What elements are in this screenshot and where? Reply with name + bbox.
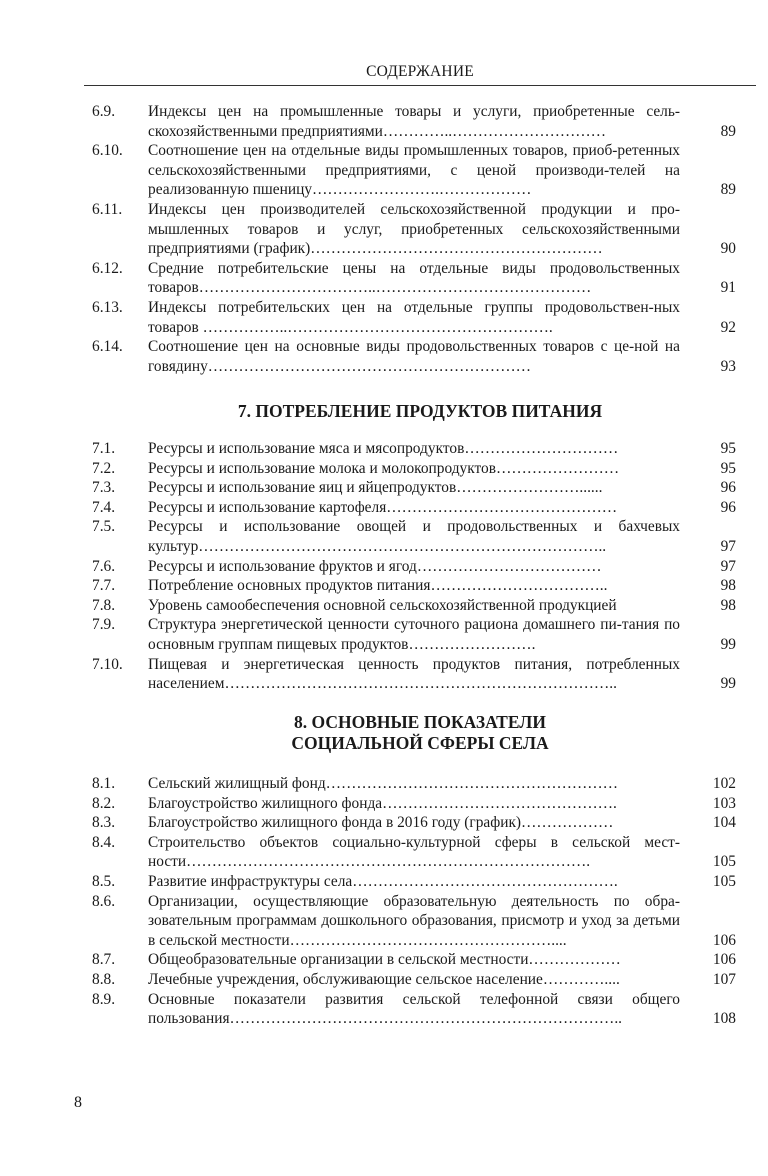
toc-entry[interactable] (0, 872, 768, 892)
entry-page-number: 97 (720, 537, 736, 555)
entry-number: 7.7. (92, 577, 116, 595)
toc-entry[interactable] (0, 200, 768, 259)
toc-entry[interactable] (0, 833, 768, 872)
toc-entry[interactable] (0, 892, 768, 951)
entry-number: 7.3. (92, 479, 116, 497)
entry-page-number: 98 (720, 596, 736, 614)
entry-number: 8.6. (92, 892, 116, 910)
entry-number: 7.2. (92, 459, 116, 477)
toc-entry[interactable] (0, 102, 768, 141)
toc-entry[interactable] (0, 615, 768, 654)
entry-number: 8.9. (92, 990, 116, 1008)
entry-title: Ресурсы и использование яиц и яйцепродуктов……………………...... (148, 479, 603, 497)
entry-title: Соотношение цен на отдельные виды промышленных товаров, приоб-ретенных сельскохозяйственными предприятиями, с ценой производи-телей на реализованную пшеницу…………………….……………… (148, 142, 680, 199)
entry-page-number: 91 (720, 279, 736, 297)
entry-page-number: 95 (720, 459, 736, 477)
entry-number: 6.11. (92, 200, 123, 218)
entry-number: 7.4. (92, 498, 116, 516)
entry-title: Благоустройство жилищного фонда в 2016 году (график)……………… (148, 814, 614, 832)
entry-number: 8.5. (92, 872, 116, 890)
entry-title: Лечебные учреждения, обслуживающие сельское население………….... (148, 970, 620, 988)
entry-number: 7.8. (92, 596, 116, 614)
toc-entry[interactable] (0, 298, 768, 337)
entry-page-number: 102 (712, 775, 736, 792)
toc-section (0, 712, 768, 1029)
entry-page-number: 98 (720, 577, 736, 595)
entry-title: Уровень самообеспечения основной сельскохозяйственной продукцией (148, 596, 617, 614)
entry-title: Ресурсы и использование мяса и мясопродуктов………………………… (148, 440, 619, 457)
entry-page-number: 105 (712, 853, 736, 871)
entry-title: Соотношение цен на основные виды продовольственных товаров с це-ной на говядину……………………………………………………… (148, 338, 680, 375)
entry-number: 7.10. (92, 655, 123, 673)
entry-title: Индексы цен на промышленные товары и услуги, приобретенные сель-скохозяйственными предприятиями…………..………………………… (148, 103, 680, 140)
entry-title: Развитие инфраструктуры села……………………………………………. (148, 872, 618, 890)
entry-title: Сельский жилищный фонд………………………………………………… (148, 775, 619, 792)
toc-entry[interactable] (0, 337, 768, 376)
entry-number: 7.6. (92, 557, 116, 575)
entry-title: Благоустройство жилищного фонда………………………………………. (148, 794, 617, 812)
entry-page-number: 104 (712, 814, 736, 832)
entry-number: 6.9. (92, 103, 116, 120)
entry-number: 8.1. (92, 775, 116, 792)
toc-entry[interactable] (0, 990, 768, 1029)
toc-entry[interactable] (0, 970, 768, 990)
toc-entry[interactable] (0, 459, 768, 479)
toc-entry[interactable] (0, 478, 768, 498)
entry-page-number: 106 (712, 931, 736, 949)
toc-entry[interactable] (0, 141, 768, 200)
entry-page-number: 96 (720, 479, 736, 497)
entry-page-number: 105 (712, 872, 736, 890)
entry-page-number: 103 (712, 794, 736, 812)
entry-page-number: 99 (720, 675, 736, 693)
entry-title: Ресурсы и использование овощей и продовольственных и бахчевых культур…………………………………………………………………….. (148, 518, 680, 555)
entry-title: Потребление основных продуктов питания…………………………….. (148, 577, 608, 595)
entry-number: 7.1. (92, 440, 116, 457)
toc-entry[interactable] (0, 517, 768, 556)
section-heading-line: СОЦИАЛЬНОЙ СФЕРЫ СЕЛА (291, 733, 549, 753)
page-number: 8 (74, 1094, 82, 1111)
entry-page-number: 99 (720, 635, 736, 653)
toc-entry[interactable] (0, 259, 768, 298)
entry-page-number: 95 (720, 440, 736, 457)
entry-page-number: 108 (712, 1010, 736, 1028)
toc-entry[interactable] (0, 596, 768, 616)
header-rule (84, 85, 756, 86)
entry-number: 8.3. (92, 814, 116, 832)
toc-entry[interactable] (0, 498, 768, 518)
entry-number: 7.9. (92, 616, 116, 634)
entry-page-number: 92 (720, 318, 736, 336)
entry-title: Основные показатели развития сельской телефонной связи общего пользования………………………………………………………………….. (148, 990, 680, 1028)
entry-title: Индексы цен производителей сельскохозяйственной продукции и про-мышленных товаров и услуг, приобретенных сельскохозяйственными предприятиями (график)………………………………………………… (148, 200, 680, 258)
entry-title: Организации, осуществляющие образовательную деятельность по обра-зовательным программам дошкольного образования, присмотр и уход за детьми в сельской местности…………………………………………….... (148, 892, 680, 949)
toc-entry[interactable] (0, 813, 768, 833)
entry-page-number: 90 (720, 240, 736, 258)
toc-entry[interactable] (0, 950, 768, 970)
entry-title: Строительство объектов социально-культурной сферы в сельской мест-ности……………………………………………………………………. (148, 833, 680, 871)
entry-number: 8.2. (92, 794, 116, 812)
entry-number: 6.13. (92, 298, 123, 316)
entry-number: 6.14. (92, 338, 123, 356)
toc-entry[interactable] (0, 655, 768, 694)
entry-title: Ресурсы и использование молока и молокопродуктов…………………… (148, 459, 620, 477)
entry-title: Общеобразовательные организации в сельской местности……………… (148, 951, 621, 969)
section-heading (60, 401, 768, 439)
section-heading-line: 8. ОСНОВНЫЕ ПОКАЗАТЕЛИ (294, 712, 546, 732)
entry-number: 8.4. (92, 833, 116, 851)
entry-page-number: 93 (720, 357, 736, 375)
toc-section (0, 102, 768, 376)
entry-number: 8.7. (92, 951, 116, 969)
entry-number: 6.12. (92, 259, 123, 277)
toc-entry[interactable] (0, 576, 768, 596)
entry-number: 7.5. (92, 518, 116, 536)
entry-title: Ресурсы и использование картофеля……………………………………… (148, 498, 618, 516)
entry-title: Структура энергетической ценности суточного рациона домашнего пи-тания по основным группам пищевых продуктов……………………. (148, 616, 680, 653)
entry-title: Ресурсы и использование фруктов и ягод……………………………… (148, 557, 602, 575)
running-head-title: СОДЕРЖАНИЕ (366, 63, 474, 80)
toc-entry[interactable] (0, 439, 768, 459)
entry-page-number: 89 (720, 122, 736, 140)
entry-page-number: 89 (720, 181, 736, 199)
toc-entry[interactable] (0, 794, 768, 814)
section-heading (60, 712, 768, 774)
toc-entry[interactable] (0, 774, 768, 794)
entry-number: 6.10. (92, 142, 123, 160)
entry-page-number: 106 (712, 951, 736, 969)
entry-page-number: 96 (720, 498, 736, 516)
entry-page-number: 97 (720, 557, 736, 575)
entry-title: Пищевая и энергетическая ценность продуктов питания, потребленных населением………………………………………………………………….. (148, 655, 680, 693)
entry-title: Средние потребительские цены на отдельные виды продовольственных товаров……………………………..…………………………………… (148, 259, 680, 297)
entry-number: 8.8. (92, 970, 116, 988)
entry-title: Индексы потребительских цен на отдельные группы продовольствен-ных товаров ……………..……………………………………………. (148, 298, 680, 336)
section-heading-line: 7. ПОТРЕБЛЕНИЕ ПРОДУКТОВ ПИТАНИЯ (237, 401, 603, 421)
toc-section (0, 401, 768, 694)
toc-entry[interactable] (0, 557, 768, 577)
entry-page-number: 107 (712, 970, 736, 988)
